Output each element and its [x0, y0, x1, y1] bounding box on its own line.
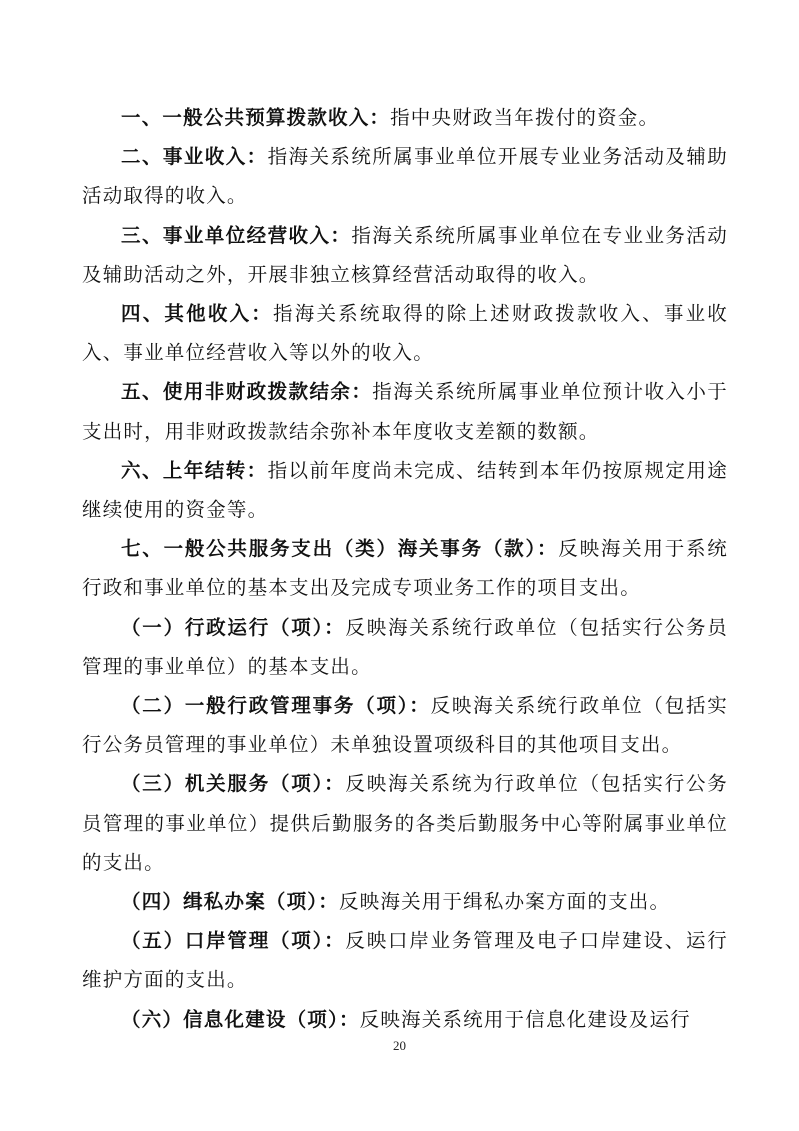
- paragraph-business-income: [82, 137, 728, 215]
- definition-text: 反映海关用于系统行政和事业单位的基本支出及完成专项业务工作的项目支出。: [82, 537, 728, 600]
- definition-text: 反映海关系统为行政单位（包括实行公务员管理的事业单位）提供后勤服务的各类后勤服务中心等附属事业单位的支出。: [82, 772, 728, 874]
- definition-text: 反映海关系统行政单位（包括实行公务员管理的事业单位）未单独设置项级科目的其他项目支出。: [82, 694, 728, 757]
- term-colon: ：: [324, 615, 346, 639]
- paragraph-other-income: [82, 294, 728, 372]
- paragraph-customs-affairs: [82, 529, 728, 607]
- term-colon: ：: [330, 223, 352, 247]
- term-label: （五）口岸管理（项）: [121, 929, 325, 953]
- definition-text: 指海关系统所属事业单位开展专业业务活动及辅助活动取得的收入。: [82, 145, 729, 208]
- paragraph-non-fiscal-balance: [82, 372, 728, 450]
- term-label: 四、其他收入: [121, 302, 252, 326]
- definition-text: 指海关系统所属事业单位在专业业务活动及辅助活动之外，开展非独立核算经营活动取得的收入。: [82, 223, 728, 286]
- term-colon: ：: [536, 537, 559, 561]
- paragraph-prior-year-carryover: [82, 451, 728, 529]
- definition-text: 指以前年度尚未完成、结转到本年仍按原规定用途继续使用的资金等。: [82, 458, 729, 522]
- term-colon: ：: [338, 1007, 360, 1031]
- term-colon: ：: [324, 929, 346, 953]
- paragraph-informatization: [82, 1000, 728, 1039]
- paragraph-anti-smuggling: [82, 882, 728, 921]
- definition-text: 反映口岸业务管理及电子口岸建设、运行维护方面的支出。: [82, 929, 728, 992]
- term-label: （二）一般行政管理事务（项）: [121, 694, 410, 718]
- term-label: 七、一般公共服务支出（类）海关事务（款）: [121, 537, 537, 561]
- paragraph-operating-income: [82, 216, 728, 294]
- paragraph-general-budget-income: [82, 98, 728, 137]
- definition-text: 指海关系统所属事业单位预计收入小于支出时，用非财政拨款结余弥补本年度收支差额的数额。: [82, 380, 729, 443]
- definition-text: 指中央财政当年拨付的资金。: [390, 106, 660, 129]
- term-colon: ：: [246, 145, 268, 169]
- term-label: （六）信息化建设（项）: [121, 1007, 339, 1031]
- term-colon: ：: [324, 772, 346, 796]
- term-label: 二、事业收入: [121, 145, 247, 169]
- term-label: 五、使用非财政拨款结余: [121, 380, 352, 404]
- definition-text: 反映海关用于缉私办案方面的支出。: [338, 890, 671, 914]
- term-label: （四）缉私办案（项）: [121, 890, 319, 914]
- term-label: 一、一般公共预算拨款收入: [121, 106, 370, 129]
- term-colon: ：: [351, 380, 373, 404]
- paragraph-administrative-operation: [82, 608, 728, 686]
- paragraph-port-management: [82, 921, 728, 999]
- document-body: [82, 98, 728, 1039]
- definition-text: 反映海关系统用于信息化建设及运行: [359, 1007, 691, 1031]
- term-colon: ：: [246, 458, 268, 482]
- term-colon: ：: [318, 890, 339, 914]
- term-label: 三、事业单位经营收入: [121, 223, 331, 247]
- page-number: 20: [393, 1038, 406, 1053]
- definition-text: 指海关系统取得的除上述财政拨款收入、事业收入、事业单位经营收入等以外的收入。: [82, 302, 729, 365]
- term-label: （一）行政运行（项）: [121, 615, 325, 639]
- paragraph-agency-services: [82, 764, 728, 882]
- term-colon: ：: [369, 106, 391, 129]
- term-label: （三）机关服务（项）: [121, 772, 325, 796]
- term-colon: ：: [409, 694, 431, 718]
- term-label: 六、上年结转: [121, 458, 247, 482]
- term-colon: ：: [251, 302, 274, 326]
- paragraph-general-admin-affairs: [82, 686, 728, 764]
- definition-text: 反映海关系统行政单位（包括实行公务员管理的事业单位）的基本支出。: [82, 615, 728, 678]
